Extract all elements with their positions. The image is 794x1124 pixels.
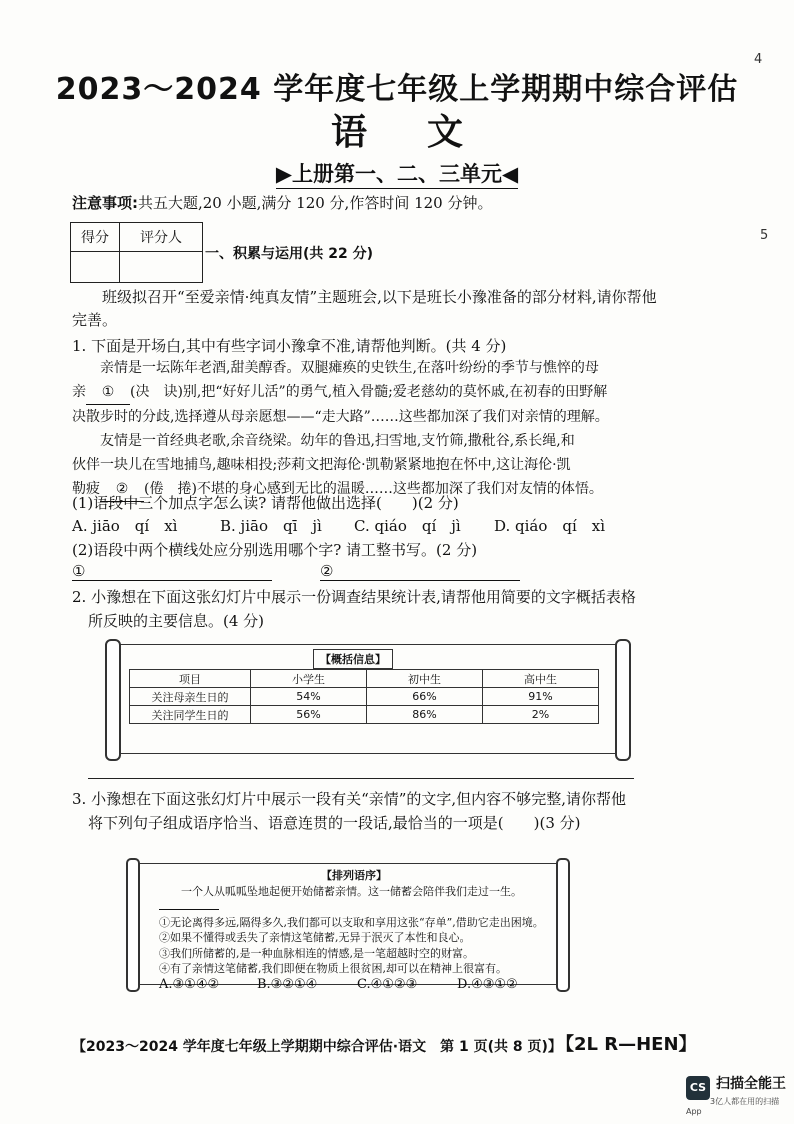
passage-line: [72, 380, 672, 405]
unit-scope: [0, 158, 794, 189]
exam-title: 2023～2024 学年度七年级上学期期中综合评估: [55, 72, 739, 107]
lead-text: 一个人从呱呱坠地起便开始储蓄亲情。这一储蓄会陪伴我们走过一生。: [181, 884, 522, 898]
blank-line: [159, 909, 219, 910]
sentence-item: ①无论离得多远,隔得多久,我们都可以支取和享用这张“存单”,借助它走出困境。: [159, 915, 544, 929]
table-cell: 关注同学生日的: [130, 706, 251, 724]
passage-line: 伙伴一块儿在雪地捕鸟,趣味相投;莎莉文把海伦·凯勒紧紧地抱在怀中,这让海伦·凯: [72, 457, 571, 473]
answer-line[interactable]: [88, 778, 634, 779]
passage-line: 友情是一首经典老歌,余音绕梁。幼年的鲁迅,扫雪地,支竹筛,撒秕谷,系长绳,和: [100, 433, 575, 449]
notice: [72, 192, 493, 213]
passage-line: 亲情是一坛陈年老酒,甜美醇香。双腿瘫痪的史铁生,在落叶纷纷的季节与憔悴的母: [100, 360, 599, 376]
passage-text: (决 诀)别,把“好好儿活”的勇气,植入骨髓;爱老慈幼的莫怀戚,在初春的田野解: [130, 384, 608, 400]
notice-text: 共五大题,20 小题,满分 120 分,作答时间 120 分钟。: [138, 194, 493, 212]
scanner-watermark: [686, 1076, 786, 1116]
survey-table: [129, 669, 599, 724]
notice-label: 注意事项:: [72, 194, 138, 212]
sentence-item: ④有了亲情这笔储蓄,我们即便在物质上很贫困,却可以在精神上很富有。: [159, 962, 507, 975]
option-c[interactable]: C. qiáo qí jì: [354, 517, 461, 535]
slide-title: 【排列语序】: [321, 869, 387, 882]
passage-text: 亲: [72, 384, 86, 400]
stem-line: 2. 小豫想在下面这张幻灯片中展示一份调查结果统计表,请帮他用简要的文字概括表格: [72, 588, 636, 606]
answer-line-2[interactable]: ②: [320, 562, 520, 581]
passage-line: 决散步时的分歧,选择遵从母亲愿想——“走大路”……这些都加深了我们对亲情的理解。: [72, 409, 609, 425]
grader-header: 评分人: [120, 223, 203, 252]
table-row: [130, 688, 599, 706]
question-1-sub-1: (1)语段中三个加点字怎么读? 请帮他做出选择( )(2 分): [72, 494, 459, 512]
table-cell: 91%: [483, 688, 599, 706]
blank-2: ②: [100, 477, 144, 502]
column-header: 项目: [130, 670, 251, 688]
option-d[interactable]: D. qiáo qí xì: [494, 517, 606, 535]
passage-text: (倦 捲)不堪的身心感到无比的温暖……这些都加深了我们对友情的体悟。: [144, 481, 603, 497]
blank-1: ①: [86, 380, 130, 405]
page-footer: 【2023～2024 学年度七年级上学期期中综合评估·语文 第 1 页(共 8 页)】: [72, 1039, 562, 1055]
stem-line: 3. 小豫想在下面这张幻灯片中展示一段有关“亲情”的文字,但内容不够完整,请你帮他: [72, 790, 626, 808]
question-1-options: [72, 515, 672, 536]
scroll-roll-right: [556, 858, 570, 992]
question-1-answers: [72, 562, 520, 581]
score-table: [70, 222, 203, 283]
table-row: [130, 706, 599, 724]
lead-sentence: [159, 884, 549, 915]
grader-cell: [120, 252, 203, 283]
score-header: 得分: [71, 223, 120, 252]
table-cell: 54%: [251, 688, 367, 706]
question-3-stem: [72, 788, 626, 833]
order-content: [159, 868, 549, 992]
column-header: 初中生: [367, 670, 483, 688]
table-header-row: [130, 670, 599, 688]
table-cell: 2%: [483, 706, 599, 724]
table-cell: 56%: [251, 706, 367, 724]
question-3-options: [159, 977, 549, 993]
option-d[interactable]: D.④③①②: [457, 976, 518, 992]
table-cell: 66%: [367, 688, 483, 706]
scanner-tagline: 3亿人都在用的扫描App: [686, 1097, 780, 1116]
scroll-roll-left: [105, 639, 121, 761]
option-c[interactable]: C.④①②③: [357, 976, 418, 992]
option-b[interactable]: B.③②①④: [257, 976, 318, 992]
scroll-roll-right: [615, 639, 631, 761]
order-slide: [132, 863, 564, 992]
question-1-sub-2: (2)语段中两个横线处应分别选用哪个字? 请工整书写。(2 分): [72, 541, 478, 559]
column-header: 高中生: [483, 670, 599, 688]
sentence-item: ②如果不懂得或丢失了亲情这笔储蓄,无异于泯灭了本性和良心。: [159, 931, 471, 944]
table-cell: 86%: [367, 706, 483, 724]
score-cell: [71, 252, 120, 283]
intro-paragraph: 班级拟召开“至爱亲情·纯真友情”主题班会,以下是班长小豫准备的部分材料,请你帮他完善。: [72, 288, 657, 329]
answer-line-1[interactable]: ①: [72, 562, 272, 581]
passage-text: 勒疲: [72, 481, 100, 497]
summary-slide: [112, 644, 624, 754]
question-2-stem: [72, 586, 636, 631]
question-1-stem: 1. 下面是开场白,其中有些字词小豫拿不准,请帮他判断。(共 4 分): [72, 337, 507, 355]
scanner-name: 扫描全能王: [716, 1076, 786, 1092]
page-corner-number: 5: [760, 228, 769, 243]
scanner-logo-icon: CS: [686, 1076, 710, 1100]
question-1-passage: [72, 356, 672, 502]
exam-code: 【2L R—HEN】: [556, 1034, 697, 1055]
section-heading: 一、积累与运用(共 22 分): [205, 246, 374, 262]
stem-line: 所反映的主要信息。(4 分): [88, 612, 265, 630]
slide-title: 【概括信息】: [313, 649, 393, 669]
page-corner-number: 4: [754, 52, 763, 67]
column-header: 小学生: [251, 670, 367, 688]
option-b[interactable]: B. jiāo qī jì: [220, 517, 322, 535]
table-cell: 关注母亲生日的: [130, 688, 251, 706]
subject-title: 语文: [330, 111, 523, 153]
scroll-roll-left: [126, 858, 140, 992]
sentence-item: ③我们所储蓄的,是一种血脉相连的情感,是一笔超越时空的财富。: [159, 946, 474, 960]
unit-text: ▶上册第一、二、三单元◀: [276, 158, 518, 189]
option-a[interactable]: A.③①④②: [159, 976, 220, 992]
option-a[interactable]: A. jiāo qí xì: [72, 517, 178, 535]
stem-line: 将下列句子组成语序恰当、语意连贯的一段话,最恰当的一项是( )(3 分): [88, 814, 581, 832]
